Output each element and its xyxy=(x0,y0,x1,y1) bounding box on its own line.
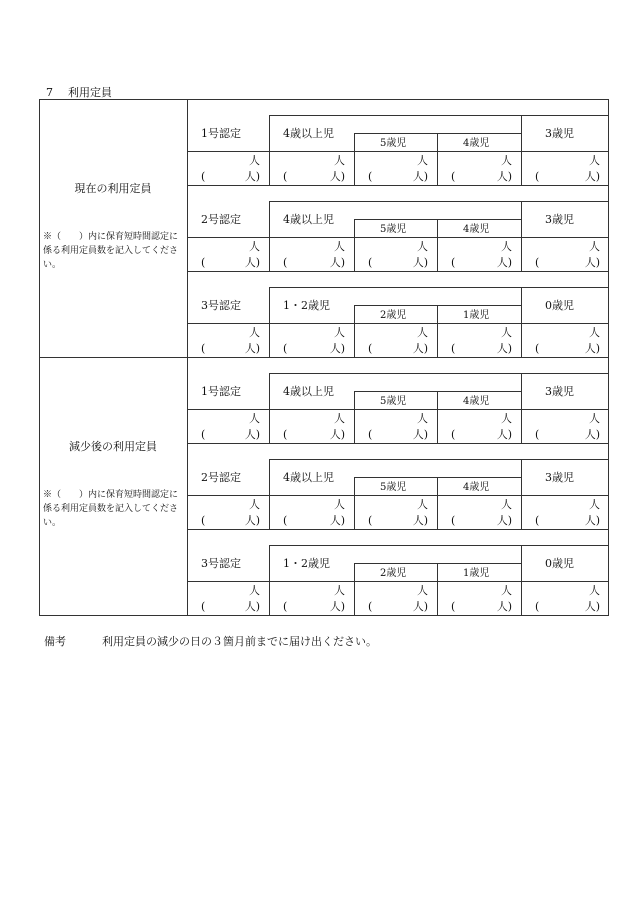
short-time-open-paren: ( xyxy=(283,170,288,183)
short-time-open-paren: ( xyxy=(535,600,540,613)
section-divider xyxy=(39,357,609,358)
header-bottom-rule xyxy=(187,409,609,410)
certification-label: 2号認定 xyxy=(201,471,241,484)
age-label-right: 0歳児 xyxy=(545,299,574,312)
group-divider xyxy=(187,185,609,186)
person-unit: 人 xyxy=(249,154,260,167)
short-time-open-paren: ( xyxy=(535,256,540,269)
age-label-right: 3歳児 xyxy=(545,385,574,398)
short-time-open-paren: ( xyxy=(368,600,373,613)
header-bottom-rule xyxy=(187,151,609,152)
person-unit: 人 xyxy=(501,326,512,339)
short-time-open-paren: ( xyxy=(201,170,206,183)
short-time-person-unit: 人) xyxy=(244,256,260,269)
header-rule xyxy=(269,373,609,374)
person-unit: 人 xyxy=(417,240,428,253)
short-time-person-unit: 人) xyxy=(244,428,260,441)
capacity-table xyxy=(39,99,609,616)
short-time-person-unit: 人) xyxy=(584,170,600,183)
short-time-person-unit: 人) xyxy=(244,342,260,355)
short-time-person-unit: 人) xyxy=(584,600,600,613)
person-unit: 人 xyxy=(501,154,512,167)
short-time-open-paren: ( xyxy=(368,256,373,269)
group-divider xyxy=(187,443,609,444)
section-title: 現在の利用定員 xyxy=(74,182,152,195)
remarks xyxy=(44,633,377,649)
person-unit: 人 xyxy=(501,240,512,253)
short-time-open-paren: ( xyxy=(283,342,288,355)
age-label-right: 3歳児 xyxy=(545,471,574,484)
short-time-open-paren: ( xyxy=(535,342,540,355)
certification-label: 1号認定 xyxy=(201,385,241,398)
person-unit: 人 xyxy=(249,240,260,253)
short-time-open-paren: ( xyxy=(201,428,206,441)
short-time-person-unit: 人) xyxy=(496,600,512,613)
person-unit: 人 xyxy=(249,326,260,339)
table-border-bottom xyxy=(39,615,609,616)
section-title: 減少後の利用定員 xyxy=(69,440,157,453)
sub-age-label: 1歳児 xyxy=(463,310,490,321)
header-rule xyxy=(269,287,609,288)
short-time-person-unit: 人) xyxy=(329,428,345,441)
short-time-open-paren: ( xyxy=(451,170,456,183)
short-time-person-unit: 人) xyxy=(412,600,428,613)
person-unit: 人 xyxy=(249,498,260,511)
short-time-open-paren: ( xyxy=(368,428,373,441)
short-time-person-unit: 人) xyxy=(412,342,428,355)
sub-age-label: 2歳児 xyxy=(380,568,407,579)
short-time-open-paren: ( xyxy=(283,428,288,441)
person-unit: 人 xyxy=(334,154,345,167)
certification-label: 1号認定 xyxy=(201,127,241,140)
header-bottom-rule xyxy=(187,323,609,324)
short-time-person-unit: 人) xyxy=(244,514,260,527)
short-time-open-paren: ( xyxy=(368,514,373,527)
person-unit: 人 xyxy=(501,584,512,597)
person-unit: 人 xyxy=(417,584,428,597)
short-time-person-unit: 人) xyxy=(496,170,512,183)
short-time-open-paren: ( xyxy=(283,514,288,527)
short-time-open-paren: ( xyxy=(283,600,288,613)
person-unit: 人 xyxy=(334,326,345,339)
short-time-open-paren: ( xyxy=(283,256,288,269)
heading-title: 利用定員 xyxy=(68,86,112,99)
short-time-person-unit: 人) xyxy=(584,514,600,527)
person-unit: 人 xyxy=(334,584,345,597)
age-group-label: 4歳以上児 xyxy=(283,213,334,226)
short-time-person-unit: 人) xyxy=(496,428,512,441)
group-divider xyxy=(187,529,609,530)
remarks-text: 利用定員の減少の日の３箇月前までに届け出ください。 xyxy=(102,635,377,648)
short-time-open-paren: ( xyxy=(451,428,456,441)
person-unit: 人 xyxy=(417,326,428,339)
age-group-label: 1・2歳児 xyxy=(283,299,330,312)
age-group-label: 4歳以上児 xyxy=(283,385,334,398)
section-note: ※（ ）内に保育短時間認定に係る利用定員数を記入してください。 xyxy=(43,232,179,270)
sub-age-label: 4歳児 xyxy=(463,224,490,235)
person-unit: 人 xyxy=(501,498,512,511)
short-time-open-paren: ( xyxy=(535,428,540,441)
short-time-open-paren: ( xyxy=(451,342,456,355)
short-time-person-unit: 人) xyxy=(496,342,512,355)
short-time-person-unit: 人) xyxy=(244,170,260,183)
short-time-open-paren: ( xyxy=(201,256,206,269)
age-group-label: 4歳以上児 xyxy=(283,127,334,140)
short-time-open-paren: ( xyxy=(451,514,456,527)
person-unit: 人 xyxy=(334,240,345,253)
short-time-open-paren: ( xyxy=(201,342,206,355)
header-rule xyxy=(269,459,609,460)
sub-age-label: 5歳児 xyxy=(380,224,407,235)
short-time-person-unit: 人) xyxy=(584,342,600,355)
short-time-person-unit: 人) xyxy=(329,514,345,527)
short-time-person-unit: 人) xyxy=(244,600,260,613)
group-divider xyxy=(187,271,609,272)
sub-age-label: 5歳児 xyxy=(380,482,407,493)
short-time-open-paren: ( xyxy=(451,256,456,269)
short-time-person-unit: 人) xyxy=(584,256,600,269)
remarks-label: 備考 xyxy=(44,635,66,648)
age-label-right: 3歳児 xyxy=(545,213,574,226)
sub-age-label: 4歳児 xyxy=(463,396,490,407)
short-time-open-paren: ( xyxy=(201,514,206,527)
section-heading xyxy=(46,84,112,100)
short-time-open-paren: ( xyxy=(368,342,373,355)
short-time-person-unit: 人) xyxy=(329,256,345,269)
header-bottom-rule xyxy=(187,581,609,582)
table-border-top xyxy=(39,99,609,100)
age-group-label: 1・2歳児 xyxy=(283,557,330,570)
certification-label: 3号認定 xyxy=(201,557,241,570)
sub-age-label: 4歳児 xyxy=(463,138,490,149)
sub-age-label: 4歳児 xyxy=(463,482,490,493)
person-unit: 人 xyxy=(334,412,345,425)
short-time-person-unit: 人) xyxy=(584,428,600,441)
person-unit: 人 xyxy=(501,412,512,425)
short-time-person-unit: 人) xyxy=(329,170,345,183)
age-label-right: 0歳児 xyxy=(545,557,574,570)
heading-number: 7 xyxy=(46,86,53,99)
person-unit: 人 xyxy=(589,240,600,253)
short-time-person-unit: 人) xyxy=(496,256,512,269)
header-bottom-rule xyxy=(187,495,609,496)
sub-age-label: 5歳児 xyxy=(380,138,407,149)
person-unit: 人 xyxy=(589,412,600,425)
sub-age-label: 2歳児 xyxy=(380,310,407,321)
short-time-person-unit: 人) xyxy=(412,256,428,269)
person-unit: 人 xyxy=(417,412,428,425)
certification-label: 2号認定 xyxy=(201,213,241,226)
header-rule xyxy=(269,545,609,546)
short-time-person-unit: 人) xyxy=(412,170,428,183)
person-unit: 人 xyxy=(249,584,260,597)
person-unit: 人 xyxy=(589,326,600,339)
short-time-open-paren: ( xyxy=(368,170,373,183)
short-time-person-unit: 人) xyxy=(412,514,428,527)
header-rule xyxy=(269,201,609,202)
person-unit: 人 xyxy=(589,584,600,597)
age-group-label: 4歳以上児 xyxy=(283,471,334,484)
short-time-open-paren: ( xyxy=(535,170,540,183)
short-time-open-paren: ( xyxy=(201,600,206,613)
person-unit: 人 xyxy=(249,412,260,425)
person-unit: 人 xyxy=(589,154,600,167)
header-rule xyxy=(269,115,609,116)
section-note: ※（ ）内に保育短時間認定に係る利用定員数を記入してください。 xyxy=(43,490,179,528)
header-bottom-rule xyxy=(187,237,609,238)
certification-label: 3号認定 xyxy=(201,299,241,312)
person-unit: 人 xyxy=(589,498,600,511)
short-time-person-unit: 人) xyxy=(329,600,345,613)
short-time-person-unit: 人) xyxy=(329,342,345,355)
short-time-person-unit: 人) xyxy=(412,428,428,441)
person-unit: 人 xyxy=(334,498,345,511)
age-label-right: 3歳児 xyxy=(545,127,574,140)
person-unit: 人 xyxy=(417,154,428,167)
sub-age-label: 5歳児 xyxy=(380,396,407,407)
person-unit: 人 xyxy=(417,498,428,511)
sub-age-label: 1歳児 xyxy=(463,568,490,579)
short-time-open-paren: ( xyxy=(535,514,540,527)
short-time-open-paren: ( xyxy=(451,600,456,613)
short-time-person-unit: 人) xyxy=(496,514,512,527)
